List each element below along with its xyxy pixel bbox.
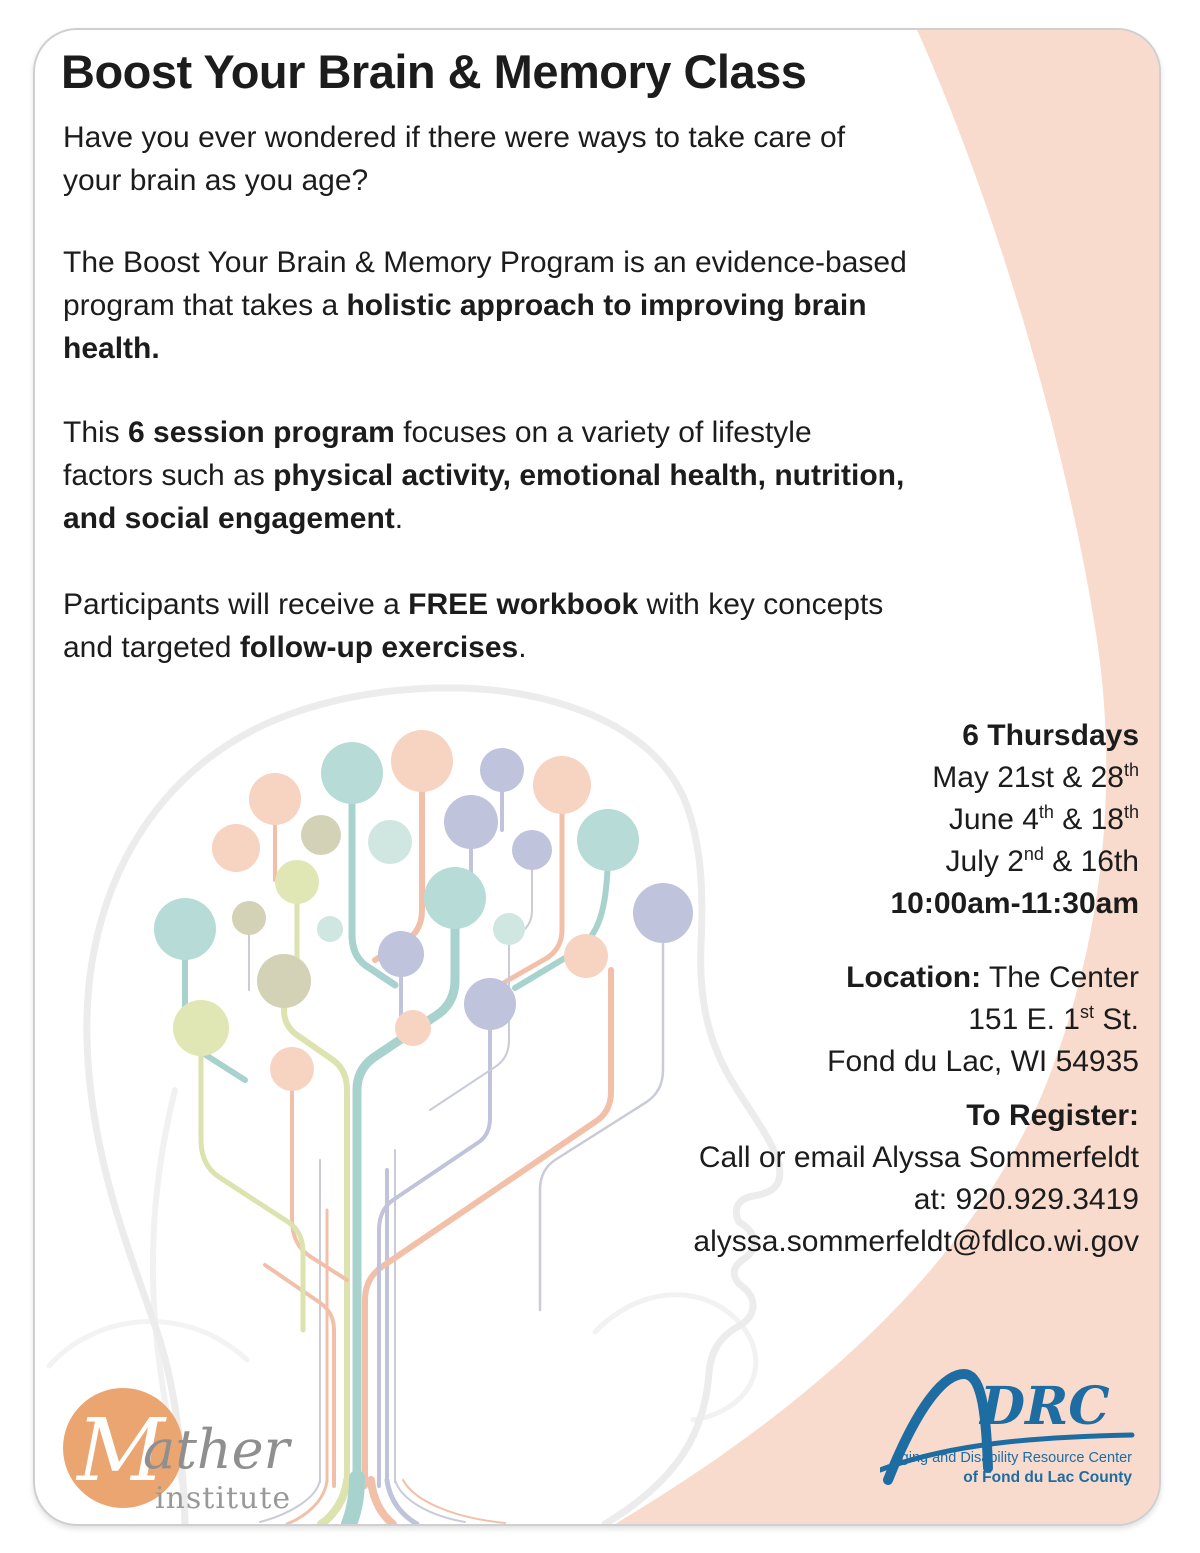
mather-institute-logo [51,1378,331,1523]
text-segment: This [63,416,129,449]
paragraph-line [63,159,1023,202]
text-segment: & 16th [1043,845,1139,878]
paragraph-line [63,626,1023,669]
page-title: Boost Your Brain & Memory Class [61,45,807,98]
text-segment: Have you ever wondered if there were ways to take care of [63,121,846,154]
register-block [519,1095,1139,1263]
text-segment-bold: and social engagement [63,502,395,535]
text-segment: . [394,502,404,535]
text-segment-bold: FREE workbook [408,588,639,621]
text-segment: July 2 [945,845,1024,878]
mather-rest: ather [143,1418,290,1481]
ordinal-superscript: nd [1023,844,1044,864]
schedule-block [519,715,1139,925]
schedule-time: 10:00am-11:30am [890,887,1139,920]
location-block [519,957,1139,1083]
text-segment: focuses on a variety of lifestyle [394,416,812,449]
mather-initial: M [77,1401,166,1501]
text-segment: . [518,631,527,664]
text-segment-bold: physical activity, emotional health, nutrition, [273,459,905,492]
schedule-date-june [519,799,1139,841]
location-city-line: Fond du Lac, WI 54935 [827,1045,1139,1078]
ordinal-superscript: th [1123,760,1139,780]
text-segment: Participants will receive a [63,588,409,621]
adrc-county-label: of Fond du Lac County [963,1469,1132,1486]
flyer-card [33,28,1161,1526]
ordinal-superscript: th [1038,802,1054,822]
text-segment: June 4 [948,803,1039,836]
text-segment: program that takes a [63,289,347,322]
text-segment-bold: health. [63,332,160,365]
paragraph-line [63,284,1023,327]
text-segment: St. [1093,1003,1139,1036]
program-paragraph [63,241,1023,370]
paragraph-line [63,327,1023,370]
text-segment: The Boost Your Brain & Memory Program is an evidence-based [63,246,907,279]
register-heading: To Register: [966,1099,1139,1132]
schedule-date-may [519,757,1139,799]
adrc-logo [880,1358,1140,1503]
location-name-line [519,957,1139,999]
paragraph-line [63,116,1023,159]
paragraph-line [63,454,1023,497]
register-email: alyssa.sommerfeldt@fdlco.wi.gov [693,1225,1139,1258]
schedule-date-july [519,841,1139,883]
adrc-acronym: DRC [980,1376,1110,1437]
text-segment-bold: holistic approach to improving brain [346,289,867,322]
text-segment: 151 E. 1 [968,1003,1080,1036]
paragraph-line [63,241,1023,284]
schedule-heading: 6 Thursdays [962,719,1139,752]
ordinal-superscript: th [1123,802,1139,822]
paragraph-line [63,411,1023,454]
register-contact-line: Call or email Alyssa Sommerfeldt [698,1141,1139,1174]
text-segment-bold: 6 session program [128,416,395,449]
text-segment: & 18 [1053,803,1124,836]
text-segment: your brain as you age? [63,164,369,197]
paragraph-line [63,497,1023,540]
intro-paragraph [63,116,1023,202]
ordinal-superscript: st [1079,1002,1094,1022]
adrc-tagline: Aging and Disability Resource Center [891,1450,1132,1466]
workbook-paragraph [63,583,1023,669]
mather-institute-label: institute [155,1481,292,1516]
register-phone: at: 920.929.3419 [913,1183,1139,1216]
location-label: Location: [846,961,982,994]
text-segment: May 21st & 28 [932,761,1124,794]
paragraph-line [63,583,1023,626]
text-segment: factors such as [63,459,274,492]
location-street-line [519,999,1139,1041]
sessions-paragraph [63,411,1023,540]
text-segment: with key concepts [638,588,884,621]
location-name: The Center [981,961,1139,994]
text-segment: and targeted [63,631,240,664]
text-segment-bold: follow-up exercises [239,631,519,664]
